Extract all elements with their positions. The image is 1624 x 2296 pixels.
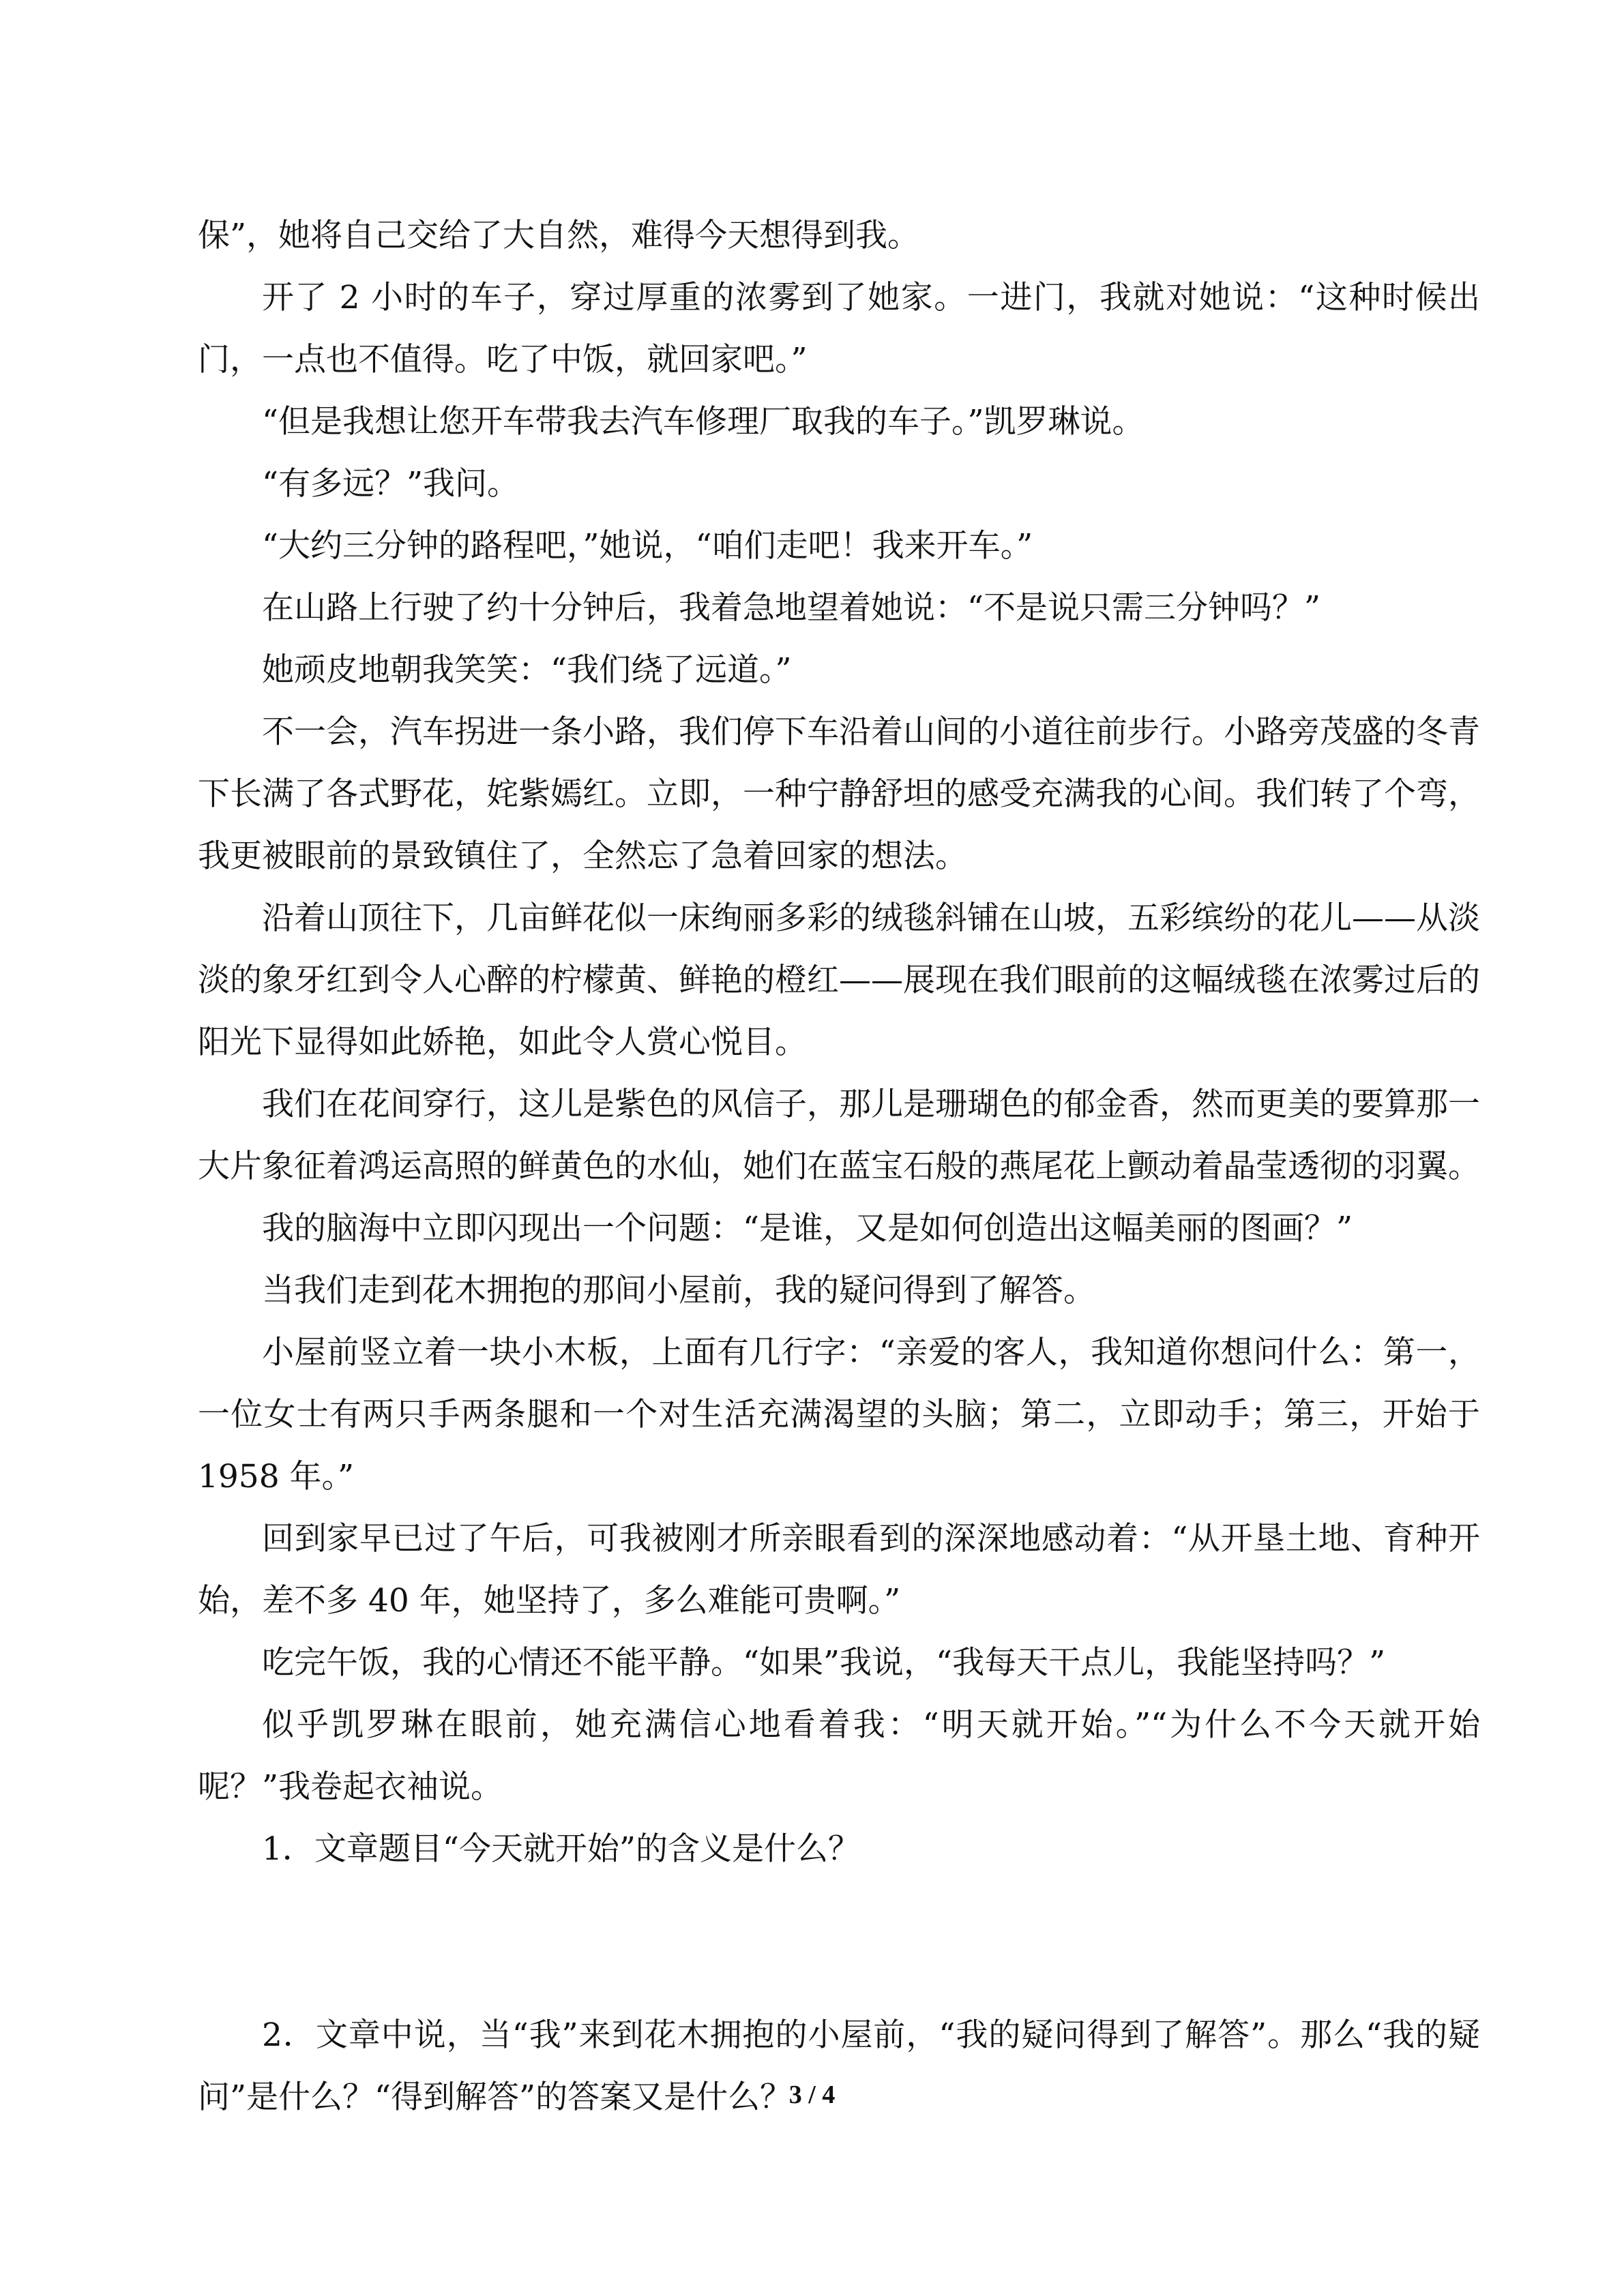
paragraph: 我们在花间穿行，这儿是紫色的风信子，那儿是珊瑚色的郁金香，然而更美的要算那一大片象征着鸿运高照的鲜黄色的水仙，她们在蓝宝石般的燕尾花上颤动着晶莹透彻的羽翼。: [198, 1086, 1480, 1185]
paragraph-continued: 保”，她将自己交给了大自然，难得今天想得到我。: [198, 217, 920, 254]
paragraph: 在山路上行驶了约十分钟后，我着急地望着她说：“不是说只需三分钟吗？”: [262, 589, 1321, 627]
paragraph: “但是我想让您开车带我去汽车修理厂取我的车子。”凯罗琳说。: [262, 403, 1145, 441]
question-1: 1．文章题目“今天就开始”的含义是什么？: [262, 1830, 860, 1868]
paragraph: 沿着山顶往下，几亩鲜花似一床绚丽多彩的绒毯斜铺在山坡，五彩缤纷的花儿——从淡淡的象牙红到令人心醉的柠檬黄、鲜艳的橙红——展现在我们眼前的这幅绒毯在浓雾过后的阳光下显得如此娇艳，如此令人赏心悦目。: [198, 899, 1480, 1061]
paragraph: 不一会，汽车拐进一条小路，我们停下车沿着山间的小道往前步行。小路旁茂盛的冬青下长满了各式野花，姹紫嫣红。立即，一种宁静舒坦的感受充满我的心间。我们转了个弯，我更被眼前的景致镇住了，全然忘了急着回家的想法。: [198, 713, 1480, 875]
question-2: 2．文章中说，当“我”来到花木拥抱的小屋前，“我的疑问得到了解答”。那么“我的疑问”是什么？“得到解答”的答案又是什么？: [198, 2016, 1480, 2116]
paragraph: “有多远？”我问。: [262, 465, 520, 503]
paragraph: 小屋前竖立着一块小木板，上面有几行字：“亲爱的客人，我知道你想问什么：第一，一位女士有两只手两条腿和一个对生活充满渴望的头脑；第二，立即动手；第三，开始于 1958 年。”: [198, 1334, 1480, 1495]
paragraph: 我的脑海中立即闪现出一个问题：“是谁，又是如何创造出这幅美丽的图画？”: [262, 1210, 1353, 1247]
paragraph: “大约三分钟的路程吧，”她说，“咱们走吧！我来开车。”: [262, 527, 1033, 565]
paragraph: 似乎凯罗琳在眼前，她充满信心地看着我：“明天就开始。”“为什么不今天就开始呢？”我卷起衣袖说。: [198, 1706, 1480, 1806]
paragraph: 回到家早已过了午后，可我被刚才所亲眼看到的深深地感动着：“从开垦土地、育种开始，差不多 40 年，她坚持了，多么难能可贵啊。”: [198, 1520, 1480, 1620]
page-number: 3 / 4: [788, 2081, 836, 2109]
paragraph: 她顽皮地朝我笑笑：“我们绕了远道。”: [262, 651, 792, 689]
paragraph: 开了 2 小时的车子，穿过厚重的浓雾到了她家。一进门，我就对她说：“这种时候出门，一点也不值得。吃了中饭，就回家吧。”: [198, 279, 1480, 378]
paragraph: 吃完午饭，我的心情还不能平静。“如果”我说，“我每天干点儿，我能坚持吗？”: [262, 1644, 1386, 1682]
paragraph: 当我们走到花木拥抱的那间小屋前，我的疑问得到了解答。: [262, 1272, 1095, 1309]
document-body: [198, 205, 1480, 2128]
answer-space: [198, 1880, 1480, 2004]
